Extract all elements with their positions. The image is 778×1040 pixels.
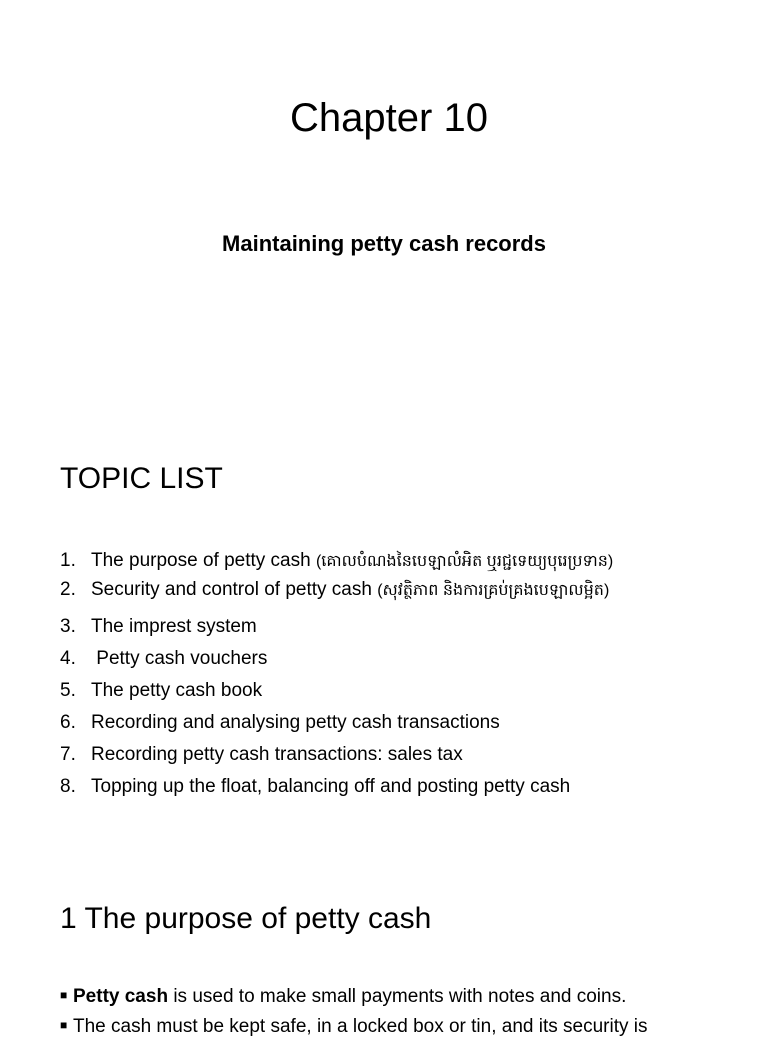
topic-number: 4. xyxy=(60,648,76,669)
topic-number: 3. xyxy=(60,616,76,637)
section-heading: 1 The purpose of petty cash xyxy=(60,902,432,935)
square-bullet-icon: ■ xyxy=(60,988,68,1002)
topic-text: Recording and analysing petty cash transactions xyxy=(91,712,500,733)
bullet-item-2 xyxy=(60,1012,648,1040)
topic-khmer-text: (គោលបំណងនៃបេឡាលំអិត ឬរជ្ជទេយ្យបុរេប្រទាន) xyxy=(315,553,614,570)
chapter-title: Chapter 10 xyxy=(290,96,488,140)
topic-item-2 xyxy=(60,577,609,604)
bullet-text: is used to make small payments with notes and coins. xyxy=(168,986,627,1007)
topic-text: Recording petty cash transactions: sales tax xyxy=(91,744,463,765)
topic-text: Topping up the float, balancing off and posting petty cash xyxy=(91,776,571,797)
topic-number: 1. xyxy=(60,550,76,571)
bullet-item-1 xyxy=(60,982,626,1010)
topic-text: The purpose of petty cash xyxy=(91,550,311,571)
topic-item-6 xyxy=(60,710,500,736)
topic-item-3 xyxy=(60,614,257,640)
topic-item-7 xyxy=(60,742,463,768)
topic-number: 6. xyxy=(60,712,76,733)
square-bullet-icon: ■ xyxy=(60,1018,68,1032)
chapter-subtitle: Maintaining petty cash records xyxy=(222,231,546,256)
topic-text: Security and control of petty cash xyxy=(91,579,372,600)
topic-number: 2. xyxy=(60,579,76,600)
topic-text: The petty cash book xyxy=(91,680,263,701)
topic-text: Petty cash vouchers xyxy=(91,648,268,669)
bullet-bold-term: Petty cash xyxy=(73,986,169,1007)
topic-text: The imprest system xyxy=(91,616,257,637)
topic-list-heading: TOPIC LIST xyxy=(60,462,223,495)
topic-item-4 xyxy=(60,646,267,672)
topic-item-8 xyxy=(60,774,570,800)
topic-number: 5. xyxy=(60,680,76,701)
topic-number: 7. xyxy=(60,744,76,765)
topic-number: 8. xyxy=(60,776,76,797)
topic-item-5 xyxy=(60,678,262,704)
topic-item-1 xyxy=(60,548,613,575)
topic-khmer-text: (សុវត្ថិភាព និងការគ្រប់គ្រងបេឡាលម្អិត) xyxy=(377,582,610,599)
bullet-text: The cash must be kept safe, in a locked box or tin, and its security is xyxy=(73,1016,648,1037)
